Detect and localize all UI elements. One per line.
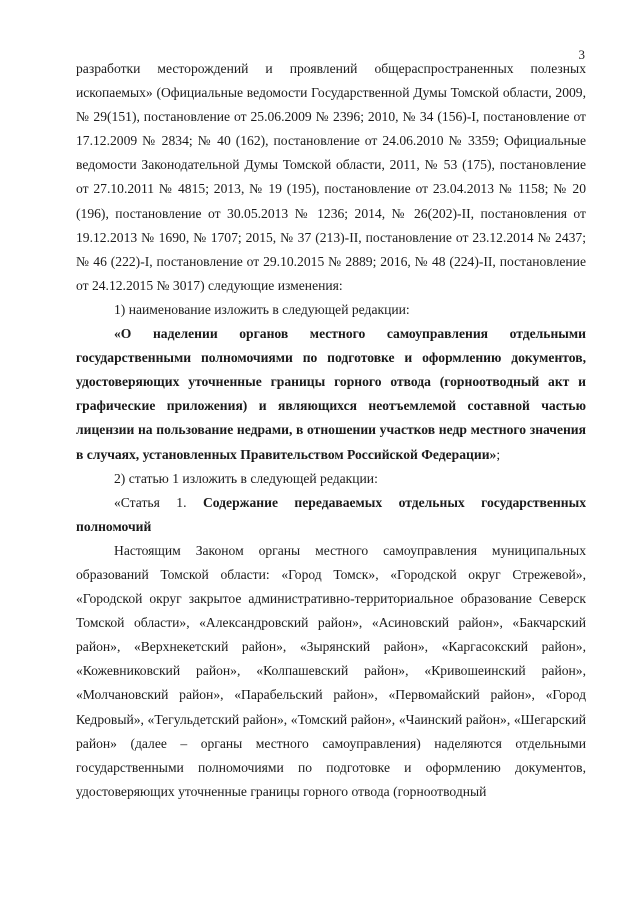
item-2-paragraph: 2) статью 1 изложить в следующей редакции: bbox=[114, 470, 378, 486]
document-body bbox=[76, 57, 586, 804]
title-paragraph bbox=[76, 322, 586, 467]
intro-paragraph: разработки месторождений и проявлений общераспространенных полезных ископаемых» (Официальные ведомости Государственной Думы Томской области, 2009, № 29(151), постановление от 25.06.2009 № 2396; 2010, № 34 (156)-I, постановление от 17.12.2009 № 2834; № 40 (162), постановление от 24.06.2010 № 3359; Официальные ведомости Законодательной Думы Томской области, 2011, № 53 (175), постановление от 27.10.2011 № 4815; 2013, № 19 (195), постановление от 23.04.2013 № 1158; № 20 (196), постановление от 30.05.2013 № 1236; 2014, № 26(202)-II, постановления от 19.12.2013 № 1690, № 1707; 2015, № 37 (213)-II, постановление от 23.12.2014 № 2437; № 46 (222)-I, постановление от 29.10.2015 № 2889; 2016, № 48 (224)-II, постановление от 24.12.2015 № 3017) следующие изменения: bbox=[76, 61, 586, 293]
article-heading bbox=[76, 491, 586, 539]
article-body-paragraph: Настоящим Законом органы местного самоуправления муниципальных образований Томской области: «Город Томск», «Городской округ Стрежевой», «Городской округ закрытое административно-территориальное образование Северск Томской области», «Александровский район», «Асиновский район», «Бакчарский район», «Верхнекетский район», «Зырянский район», «Каргасокский район», «Кожевниковский район», «Колпашевский район», «Кривошеинский район», «Молчановский район», «Парабельский район», «Первомайский район», «Город Кедровый», «Тегульдетский район», «Томский район», «Чаинский район», «Шегарский район» (далее – органы местного самоуправления) наделяются отдельными государственными полномочиями по подготовке и оформлению документов, удостоверяющих уточненные границы горного отвода (горноотводный bbox=[76, 542, 586, 799]
page-number: 3 bbox=[578, 47, 585, 62]
item-1-paragraph: 1) наименование изложить в следующей редакции: bbox=[114, 301, 410, 317]
law-title: «О наделении органов местного самоуправления отдельными государственными полномочиями по подготовке и оформлению документов, удостоверяющих уточненные границы горного отвода (горноотводный акт и графические приложения) и являющихся неотъемлемой составной частью лицензии на пользование недрами, в отношении участков недр местного значения в случаях, установленных Правительством Российской Федерации» bbox=[76, 326, 586, 462]
article-title: Содержание передаваемых отдельных государственных полномочий bbox=[76, 494, 586, 534]
title-tail: ; bbox=[496, 446, 501, 462]
article-prefix: «Статья 1. bbox=[114, 494, 203, 510]
